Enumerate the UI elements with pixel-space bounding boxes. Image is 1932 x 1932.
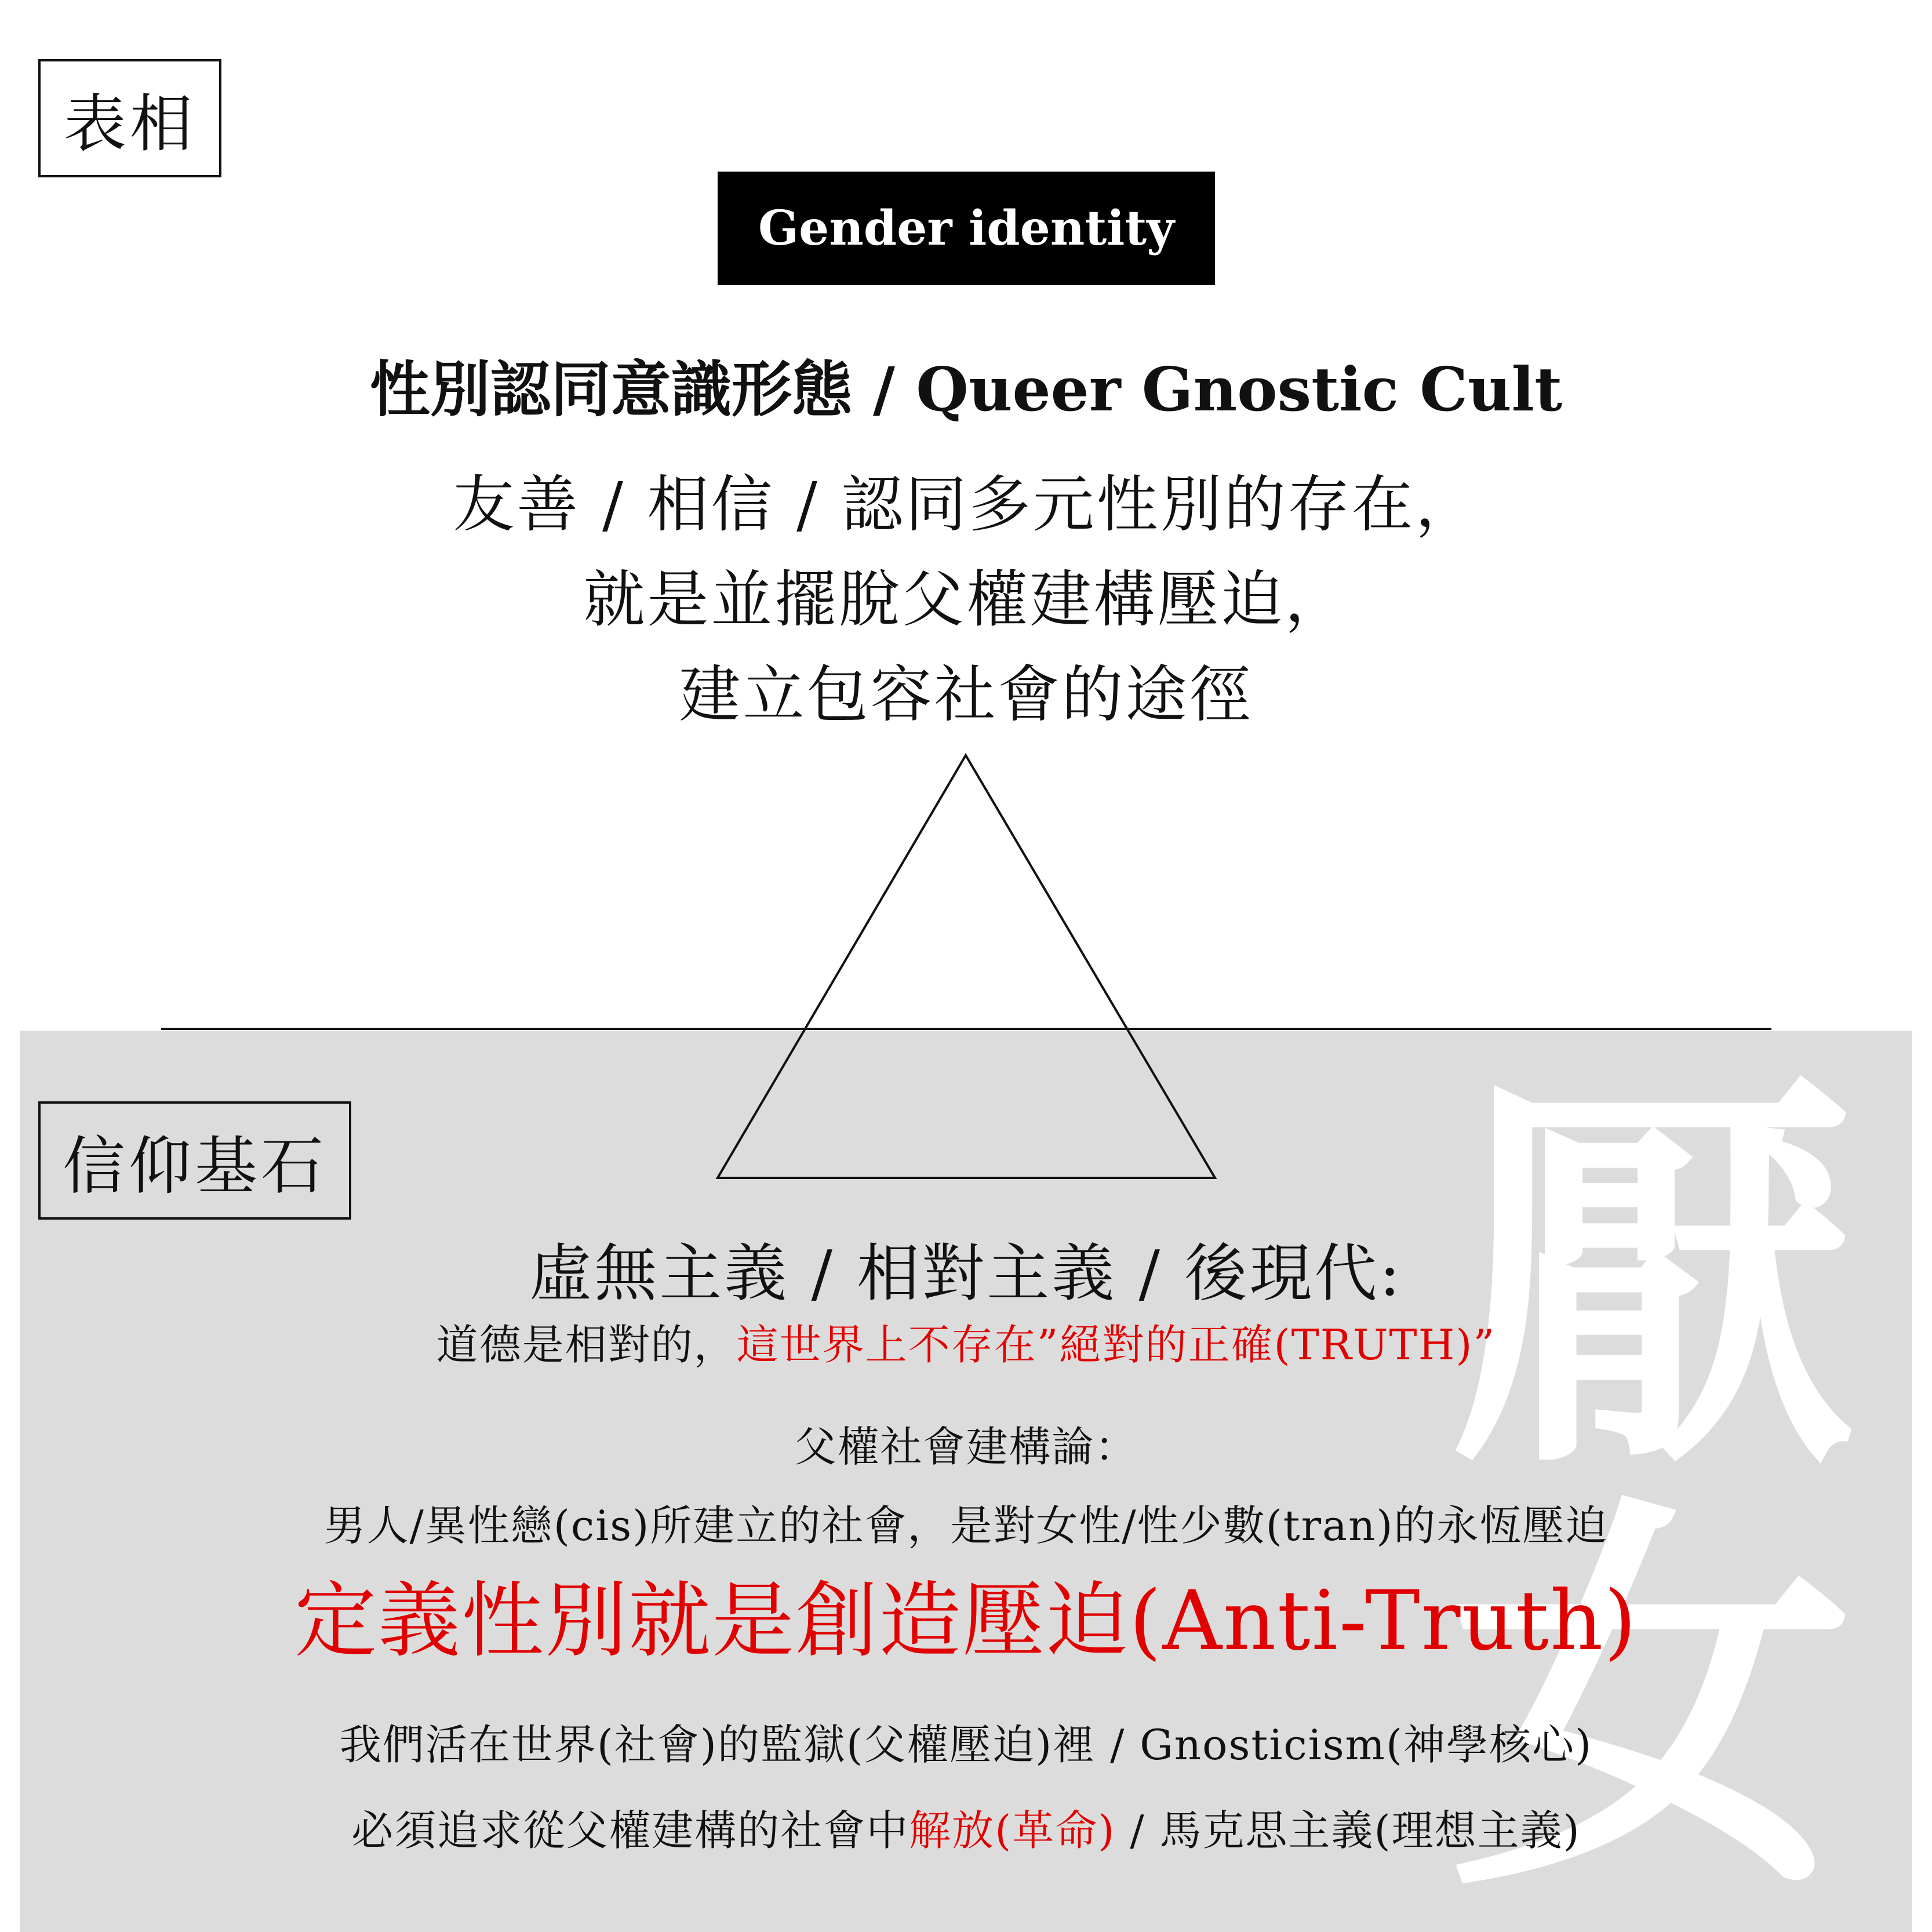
liberation-post-text: / 馬克思主義(理想主義) (1115, 1806, 1581, 1855)
patriarchy-body: 男人/異性戀(cis)所建立的社會，是對女性/性少數(tran)的永恆壓迫 (323, 1501, 1609, 1550)
anti-truth-headline: 定義性別就是創造壓迫(Anti-Truth) (294, 1573, 1638, 1669)
no-absolute-truth-text: 這世界上不存在”絕對的正確(TRUTH)” (736, 1320, 1496, 1369)
foundation-label: 信仰基石 (38, 1101, 351, 1220)
surface-label: 表相 (38, 59, 221, 177)
moral-relativism-text: 道德是相對的， (436, 1320, 737, 1369)
claim-line-2: 就是並擺脫父權建構壓迫， (583, 564, 1349, 635)
watermark-char-1: 厭 (1449, 1045, 1855, 1517)
liberation-pre-text: 必須追求從父權建構的社會中 (351, 1806, 909, 1855)
prison-line: 我們活在世界(社會)的監獄(父權壓迫)裡 / Gnosticism(神學核心) (339, 1720, 1593, 1769)
watermark-char-2: 女 (1449, 1468, 1855, 1932)
liberation-line (0, 1797, 1932, 1857)
claim-line-3: 建立包容社會的途徑 (679, 659, 1253, 730)
ideology-title: 性別認同意識形態 / Queer Gnostic Cult (369, 354, 1563, 425)
foundation-title: 虛無主義 / 相對主義 / 後現代: (529, 1238, 1403, 1310)
liberation-revolution-text: 解放(革命) (909, 1806, 1116, 1855)
moral-relativism-line (0, 1311, 1932, 1371)
claim-line-1: 友善 / 相信 / 認同多元性別的存在， (453, 469, 1479, 540)
patriarchy-heading: 父權社會建構論： (794, 1422, 1138, 1471)
gender-identity-tag: Gender identity (718, 172, 1215, 285)
